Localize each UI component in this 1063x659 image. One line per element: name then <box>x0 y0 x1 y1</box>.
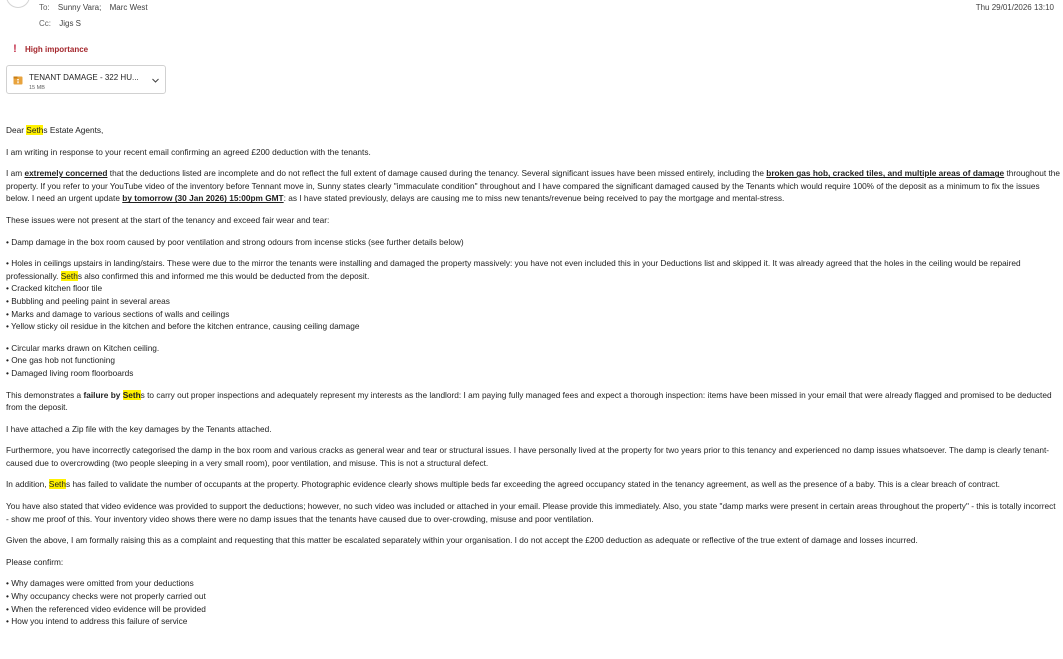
search-highlight: Seth <box>60 270 78 281</box>
greeting: Dear Seths Estate Agents, <box>6 125 104 135</box>
list-item: • Bubbling and peeling paint in several areas <box>6 295 170 306</box>
paragraph: Please confirm: <box>6 556 64 567</box>
cc-label: Cc: <box>39 19 51 28</box>
list-item: • Circular marks drawn on Kitchen ceiling. <box>6 342 160 353</box>
list-item: • Holes in ceilings upstairs in landing/stairs. These were due to the mirror the tenants were installing and damaged the property massively: you have not even included this in your Deductions list and skipped it. It was already agreed that the holes in the ceiling would be repaired professionally. Seths also confirmed this and informed me this would be deducted from the deposit. <box>6 258 1021 281</box>
to-line <box>39 3 154 12</box>
list-item: • Why damages were omitted from your deductions <box>6 578 194 589</box>
list-item: • Damaged living room floorboards <box>6 367 134 378</box>
attachment-size: 15 MB <box>29 85 45 91</box>
attachment-card[interactable] <box>6 65 166 94</box>
exclamation-icon: ! <box>13 43 17 55</box>
search-highlight: Seth <box>26 125 44 135</box>
to-recipient[interactable]: Marc West <box>109 3 148 12</box>
paragraph: I am writing in response to your recent email confirming an agreed £200 deduction with the tenants. <box>6 146 371 157</box>
attachment-name: TENANT DAMAGE - 322 HU... <box>29 73 139 82</box>
chevron-down-icon[interactable] <box>151 76 160 85</box>
paragraph: These issues were not present at the start of the tenancy and exceed fair wear and tear: <box>6 214 330 225</box>
importance-label: High importance <box>25 44 89 54</box>
paragraph: I have attached a Zip file with the key damages by the Tenants attached. <box>6 423 272 434</box>
list-item: • Damp damage in the box room caused by poor ventilation and strong odours from incense sticks (see further details below) <box>6 236 464 247</box>
to-label: To: <box>39 3 50 12</box>
list-item: • Yellow sticky oil residue in the kitchen and before the kitchen entrance, causing ceiling damage <box>6 321 360 332</box>
paragraph: You have also stated that video evidence was provided to support the deductions; however, no such video was included or attached in your email. Please provide this immediately. Also, you state "damp marks were present in certain areas throughout the property" - this is totally incorrect - show me proof of this. Your inventory video shows there were no damp issues that the tenants have caused due to over-crowding, misuse and poor ventilation. <box>6 501 1056 524</box>
sender-avatar[interactable] <box>6 0 30 8</box>
sent-date: Thu 29/01/2026 13:10 <box>975 3 1054 12</box>
high-importance-indicator <box>9 43 88 55</box>
search-highlight: Seth <box>48 479 66 490</box>
cc-line <box>39 19 87 28</box>
search-highlight: Seth <box>122 389 141 400</box>
paragraph: Given the above, I am formally raising this as a complaint and requesting that this matter be escalated separately within your organisation. I do not accept the £200 deduction as adequate or reflective of the true extent of damage and losses incurred. <box>6 535 918 546</box>
to-recipient[interactable]: Sunny Vara; <box>57 3 102 12</box>
list-item: • Why occupancy checks were not properly carried out <box>6 591 206 602</box>
zip-file-icon <box>13 75 23 85</box>
paragraph: This demonstrates a failure by Seths to carry out proper inspections and adequately represent my interests as the landlord: I am paying fully managed fees and expect a thorough inspection: items have been missed in your email that were already flagged and promised to be deducted from the deposit. <box>6 389 1052 413</box>
list-item: • Marks and damage to various sections of walls and ceilings <box>6 308 230 319</box>
list-item: • When the referenced video evidence will be provided <box>6 603 206 614</box>
list-item: • One gas hob not functioning <box>6 355 115 366</box>
paragraph: Furthermore, you have incorrectly categorised the damp in the box room and various cracks as general wear and tear or structural issues. I have personally lived at the property for two years prior to this tenancy and experienced no damp issues whatsoever. The damp is clearly tenant-caused due to overcrowding (two people sleeping in a very small room), poor ventilation, and misuse. This is not a structural defect. <box>6 445 1050 468</box>
paragraph: In addition, Seths has failed to validate the number of occupants at the property. Photographic evidence clearly shows multiple beds far exceeding the agreed occupancy stated in the tenancy agreement, as well as the presence of a baby. This is a clear breach of contract. <box>6 479 1000 490</box>
list-item: • How you intend to address this failure of service <box>6 616 188 627</box>
email-body <box>6 124 1060 628</box>
paragraph: I am extremely concerned that the deductions listed are incomplete and do not reflect the full extent of damage caused during the tenancy. Several significant issues have been missed entirely, including the broken gas hob, cracked tiles, and multiple areas of damage throughout the property. If you refer to your YouTube video of the inventory before Tennant move in, Sunny states clearly "immaculate condition" throughout and I have compared the significant damaged caused by the Tenants which would require 100% of the deposit as a minimum to fix the issues below. I need an urgent update by tomorrow (30 Jan 2026) 15:00pm GMT: as I have stated previously, delays are causing me to miss new tenants/revenue being received to pay the mortgage and mental-stress. <box>6 168 1060 204</box>
cc-recipient[interactable]: Jigs S <box>59 19 82 28</box>
list-item: • Cracked kitchen floor tile <box>6 283 103 294</box>
email-header <box>0 0 1063 120</box>
